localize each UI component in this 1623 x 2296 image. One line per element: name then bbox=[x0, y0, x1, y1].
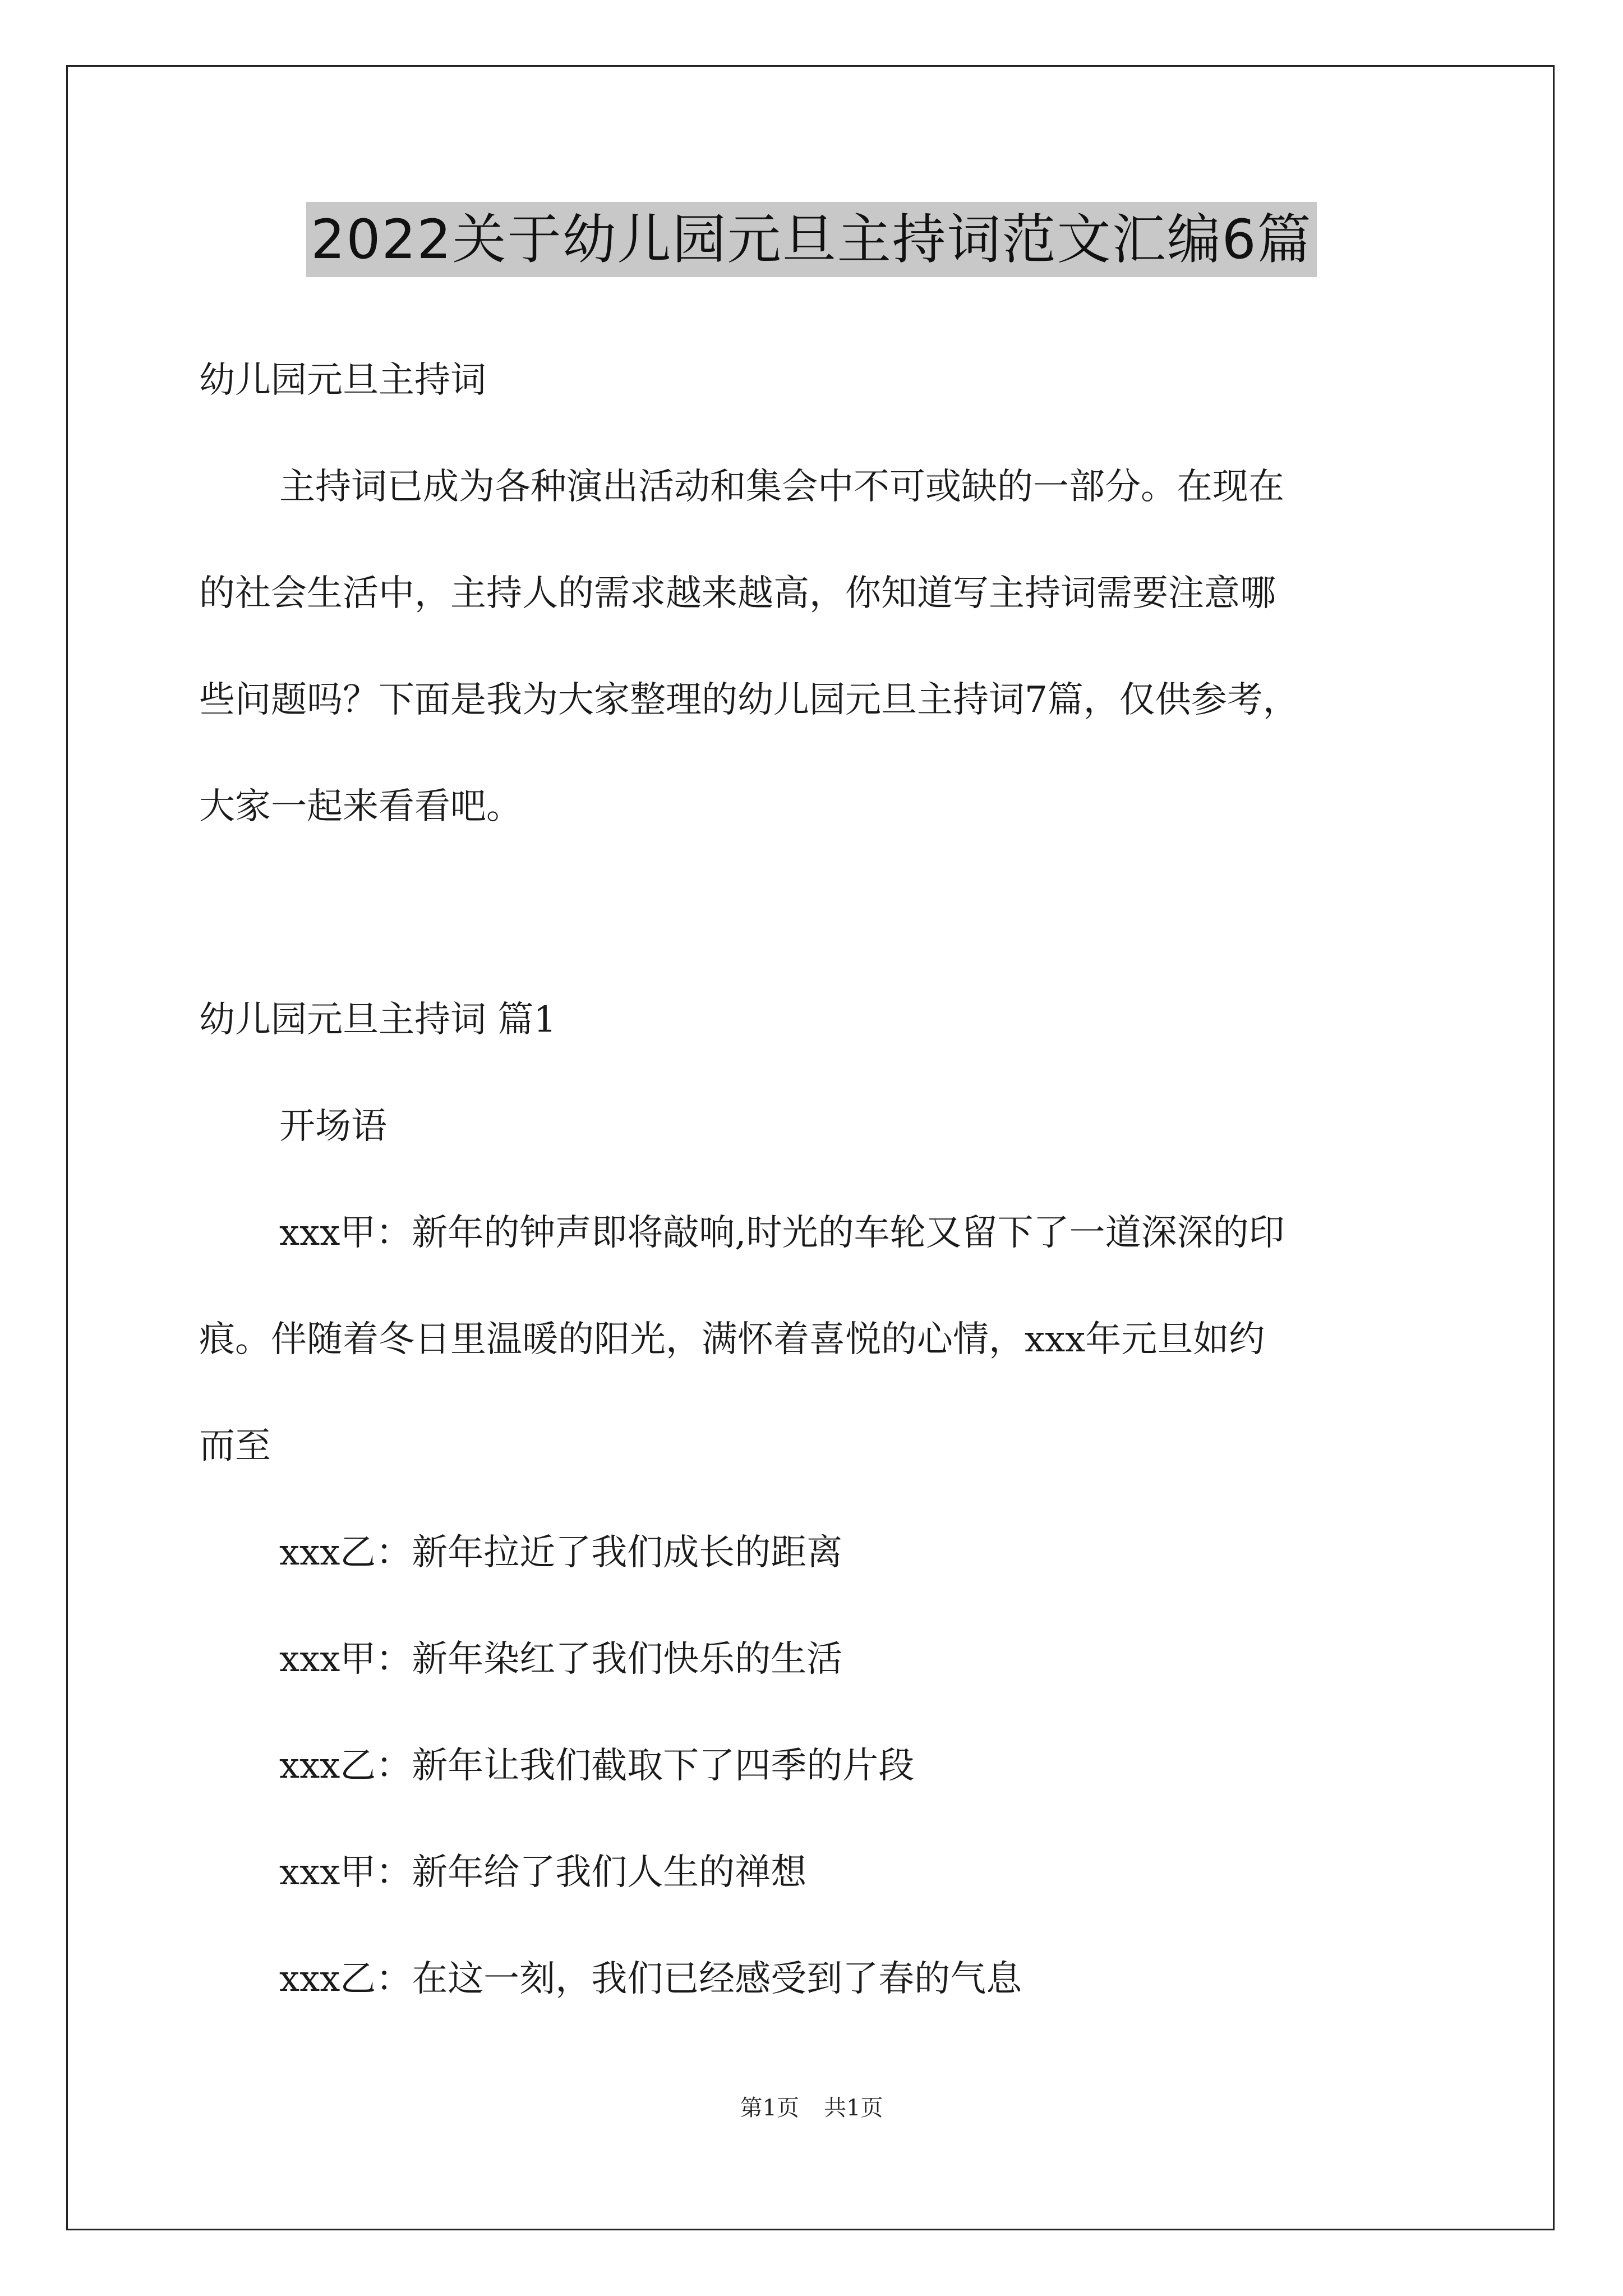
dialogue-line: xxx甲：新年给了我们人生的禅想 bbox=[279, 1852, 807, 1893]
intro-paragraph-line: 主持词已成为各种演出活动和集会中不可或缺的一部分。在现在 bbox=[279, 466, 1284, 508]
intro-paragraph-line: 大家一起来看看吧。 bbox=[199, 786, 522, 827]
dialogue-line: xxx乙：新年让我们截取下了四季的片段 bbox=[279, 1745, 915, 1787]
intro-paragraph-line: 的社会生活中，主持人的需求越来越高，你知道写主持词需要注意哪 bbox=[199, 573, 1276, 614]
dialogue-line: xxx乙：在这一刻，我们已经感受到了春的气息 bbox=[279, 1958, 1022, 2000]
page-footer bbox=[0, 2091, 1623, 2125]
section-subheading: 开场语 bbox=[279, 1106, 387, 1147]
dialogue-line: 而至 bbox=[199, 1425, 271, 1467]
page-total: 共1页 bbox=[824, 2095, 883, 2121]
title-container bbox=[0, 202, 1623, 277]
dialogue-line: xxx乙：新年拉近了我们成长的距离 bbox=[279, 1532, 843, 1573]
intro-paragraph-line: 些问题吗？下面是我为大家整理的幼儿园元旦主持词7篇，仅供参考， bbox=[199, 679, 1299, 721]
intro-heading: 幼儿园元旦主持词 bbox=[199, 360, 486, 401]
dialogue-line: xxx甲：新年的钟声即将敲响,时光的车轮又留下了一道深深的印 bbox=[279, 1212, 1285, 1254]
dialogue-line: xxx甲：新年染红了我们快乐的生活 bbox=[279, 1639, 843, 1680]
page-number: 第1页 bbox=[740, 2095, 799, 2121]
dialogue-line: 痕。伴随着冬日里温暖的阳光，满怀着喜悦的心情，xxx年元旦如约 bbox=[199, 1319, 1265, 1360]
section-heading: 幼儿园元旦主持词 篇1 bbox=[199, 999, 557, 1041]
document-title: 2022关于幼儿园元旦主持词范文汇编6篇 bbox=[306, 202, 1316, 277]
